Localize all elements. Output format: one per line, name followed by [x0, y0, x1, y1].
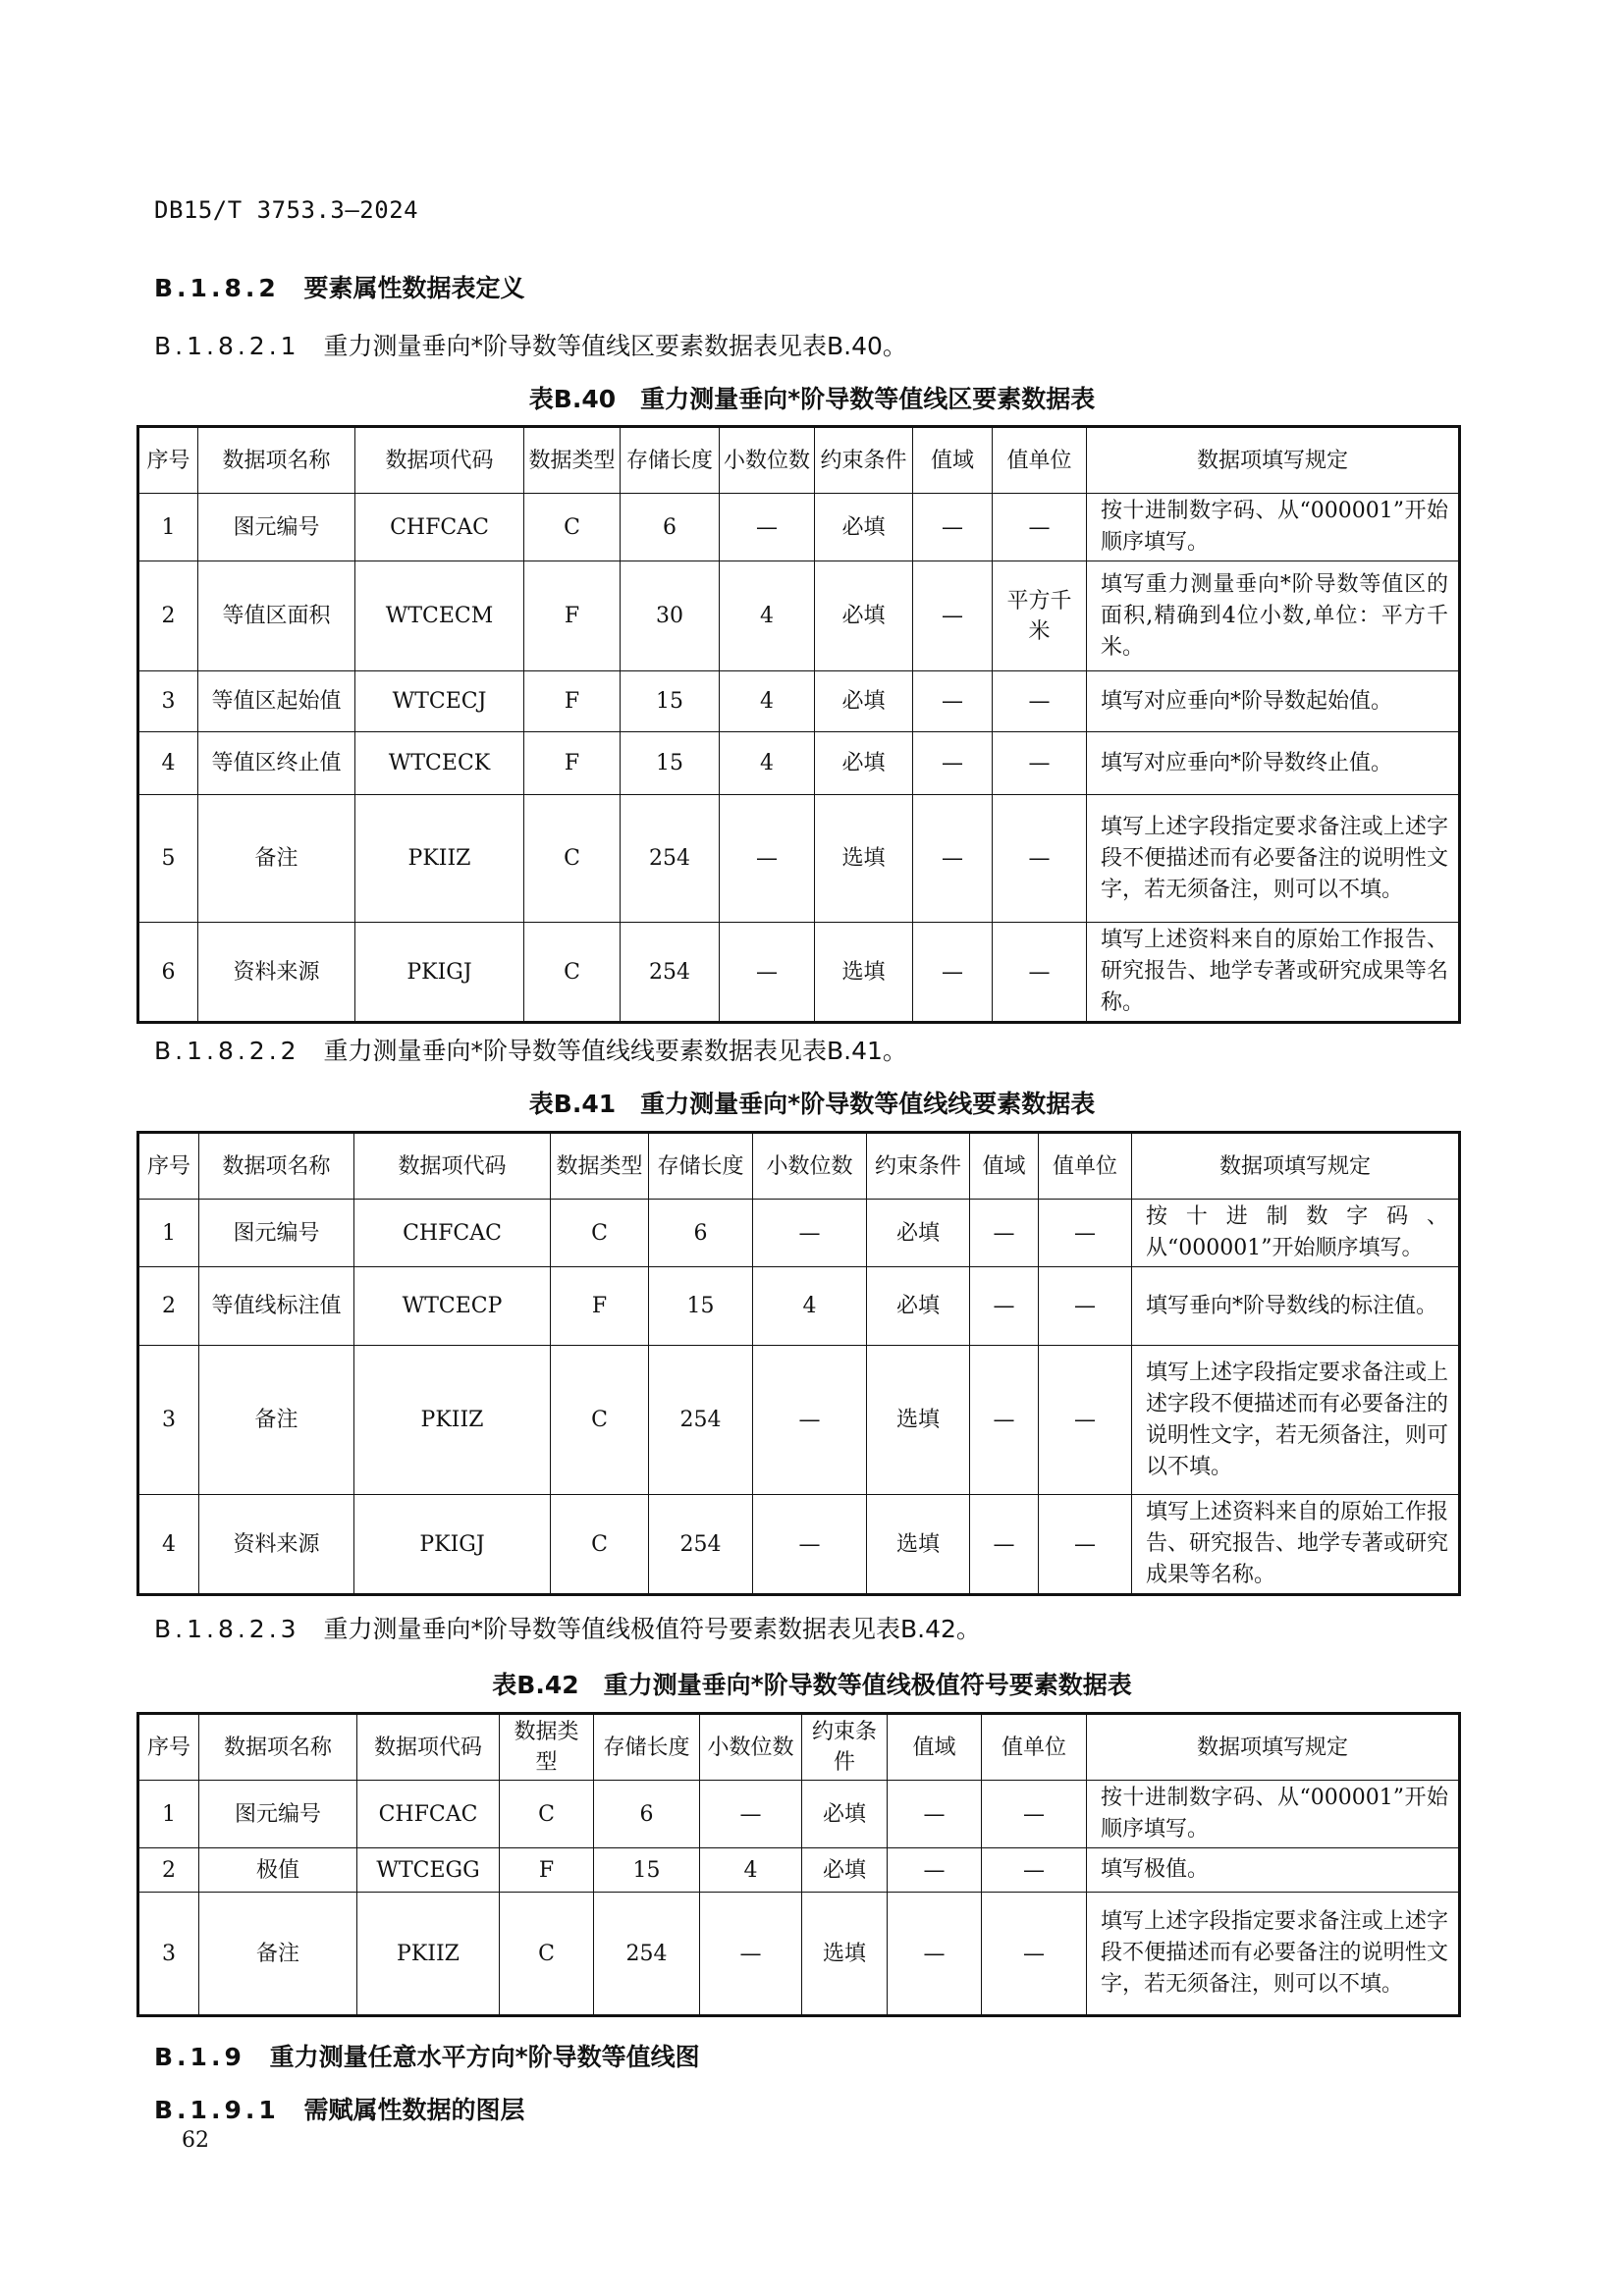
cell-seq: 3	[138, 1346, 199, 1495]
clause-number: B.1.8.2.3	[154, 1615, 300, 1643]
cell-value-domain: —	[970, 1200, 1039, 1267]
table-row	[138, 1200, 1460, 1267]
cell-value-domain: —	[888, 1893, 982, 2016]
cell-storage-length: 254	[621, 795, 720, 923]
col-header-item-name: 数据项名称	[199, 1133, 354, 1200]
cell-constraint: 必填	[867, 1267, 970, 1346]
cell-constraint: 必填	[815, 671, 913, 732]
clause-number: B.1.8.2.2	[154, 1037, 300, 1065]
col-header-decimal-places: 小数位数	[753, 1133, 867, 1200]
col-header-value-unit: 值单位	[993, 427, 1087, 494]
cell-item-name: 备注	[199, 1893, 357, 2016]
cell-data-type: F	[551, 1267, 649, 1346]
cell-fill-rule: 填写上述字段指定要求备注或上述字段不便描述而有必要备注的说明性文字，若无须备注，则可以不填。	[1132, 1346, 1460, 1495]
cell-data-type: C	[524, 923, 621, 1023]
col-header-constraint: 约束条件	[867, 1133, 970, 1200]
col-header-constraint: 约束条件	[815, 427, 913, 494]
cell-data-type: C	[551, 1346, 649, 1495]
cell-value-unit: —	[1039, 1200, 1132, 1267]
cell-storage-length: 254	[594, 1893, 700, 2016]
col-header-item-code: 数据项代码	[355, 427, 524, 494]
col-header-value-unit: 值单位	[982, 1714, 1087, 1781]
section-number: B.1.8.2	[154, 274, 280, 302]
cell-value-domain: —	[970, 1346, 1039, 1495]
table-b42-title: 表B.42 重力测量垂向*阶导数等值线极值符号要素数据表	[492, 1671, 1132, 1699]
cell-item-code: PKIGJ	[354, 1495, 551, 1595]
cell-storage-length: 254	[649, 1346, 753, 1495]
cell-item-name: 图元编号	[199, 1200, 354, 1267]
cell-fill-rule: 填写上述字段指定要求备注或上述字段不便描述而有必要备注的说明性文字，若无须备注，则可以不填。	[1087, 795, 1460, 923]
cell-fill-rule: 填写垂向*阶导数线的标注值。	[1132, 1267, 1460, 1346]
table-row	[138, 1893, 1460, 2016]
section-number: B.1.9	[154, 2043, 245, 2071]
col-header-item-code: 数据项代码	[357, 1714, 500, 1781]
cell-data-type: F	[524, 561, 621, 671]
cell-value-unit: —	[993, 494, 1087, 561]
cell-item-name: 等值线标注值	[199, 1267, 354, 1346]
cell-fill-rule: 按十进制数字码、从“000001”开始顺序填写。	[1087, 494, 1460, 561]
col-header-fill-rule: 数据项填写规定	[1087, 1714, 1460, 1781]
cell-storage-length: 30	[621, 561, 720, 671]
cell-seq: 2	[138, 1267, 199, 1346]
cell-seq: 1	[138, 1781, 199, 1848]
col-header-data-type: 数据类型	[500, 1714, 594, 1781]
col-header-value-domain: 值域	[913, 427, 993, 494]
cell-data-type: C	[524, 494, 621, 561]
table-row	[138, 1267, 1460, 1346]
cell-value-domain: —	[970, 1495, 1039, 1595]
table-row	[138, 795, 1460, 923]
cell-data-type: C	[551, 1200, 649, 1267]
cell-value-domain: —	[888, 1848, 982, 1893]
col-header-value-domain: 值域	[888, 1714, 982, 1781]
section-heading-b191	[154, 2091, 524, 2126]
table-row	[138, 1848, 1460, 1893]
cell-item-code: CHFCAC	[355, 494, 524, 561]
cell-data-type: C	[524, 795, 621, 923]
clause-b11822	[154, 1032, 907, 1067]
cell-value-unit: —	[1039, 1346, 1132, 1495]
col-header-item-code: 数据项代码	[354, 1133, 551, 1200]
cell-storage-length: 254	[621, 923, 720, 1023]
cell-constraint: 选填	[815, 923, 913, 1023]
cell-storage-length: 254	[649, 1495, 753, 1595]
cell-item-code: PKIGJ	[355, 923, 524, 1023]
cell-decimal-places: —	[720, 494, 815, 561]
cell-fill-rule: 按十进制数字码、从“000001”开始顺序填写。	[1132, 1200, 1460, 1267]
cell-seq: 4	[138, 732, 198, 795]
cell-data-type: F	[500, 1848, 594, 1893]
cell-fill-rule: 填写上述字段指定要求备注或上述字段不便描述而有必要备注的说明性文字，若无须备注，则可以不填。	[1087, 1893, 1460, 2016]
cell-decimal-places: —	[700, 1893, 802, 2016]
section-number: B.1.9.1	[154, 2096, 280, 2124]
header-row	[138, 427, 1460, 494]
cell-decimal-places: —	[753, 1346, 867, 1495]
cell-fill-rule: 填写对应垂向*阶导数起始值。	[1087, 671, 1460, 732]
cell-value-unit: —	[982, 1893, 1087, 2016]
cell-item-name: 等值区面积	[198, 561, 355, 671]
cell-constraint: 必填	[867, 1200, 970, 1267]
table-b40	[136, 425, 1461, 1024]
cell-data-type: F	[524, 671, 621, 732]
col-header-fill-rule: 数据项填写规定	[1132, 1133, 1460, 1200]
cell-value-domain: —	[913, 732, 993, 795]
cell-constraint: 选填	[815, 795, 913, 923]
cell-value-unit: —	[982, 1848, 1087, 1893]
col-header-seq: 序号	[138, 1133, 199, 1200]
cell-item-code: CHFCAC	[354, 1200, 551, 1267]
table-row	[138, 494, 1460, 561]
cell-item-name: 图元编号	[198, 494, 355, 561]
cell-decimal-places: —	[700, 1781, 802, 1848]
cell-item-name: 备注	[199, 1346, 354, 1495]
cell-seq: 2	[138, 1848, 199, 1893]
col-header-decimal-places: 小数位数	[700, 1714, 802, 1781]
cell-constraint: 必填	[802, 1781, 888, 1848]
cell-value-domain: —	[913, 923, 993, 1023]
cell-decimal-places: 4	[720, 671, 815, 732]
clause-text: 重力测量垂向*阶导数等值线区要素数据表见表B.40。	[323, 332, 907, 360]
clause-b11823	[154, 1610, 981, 1645]
cell-value-unit: —	[993, 732, 1087, 795]
cell-constraint: 选填	[802, 1893, 888, 2016]
col-header-seq: 序号	[138, 427, 198, 494]
cell-fill-rule: 填写对应垂向*阶导数终止值。	[1087, 732, 1460, 795]
cell-item-code: PKIIZ	[357, 1893, 500, 2016]
col-header-value-unit: 值单位	[1039, 1133, 1132, 1200]
section-title: 要素属性数据表定义	[303, 274, 525, 302]
header-row	[138, 1133, 1460, 1200]
col-header-storage-length: 存储长度	[621, 427, 720, 494]
cell-seq: 3	[138, 671, 198, 732]
table-b42	[136, 1712, 1461, 2017]
cell-fill-rule: 填写重力测量垂向*阶导数等值区的面积,精确到4位小数,单位：平方千米。	[1087, 561, 1460, 671]
cell-data-type: C	[500, 1893, 594, 2016]
table-row	[138, 561, 1460, 671]
cell-item-name: 极值	[199, 1848, 357, 1893]
table-row	[138, 923, 1460, 1023]
cell-item-code: WTCECK	[355, 732, 524, 795]
section-heading-b19	[154, 2038, 700, 2073]
cell-value-unit: —	[993, 795, 1087, 923]
cell-value-unit: —	[993, 923, 1087, 1023]
cell-fill-rule: 填写极值。	[1087, 1848, 1460, 1893]
cell-item-code: PKIIZ	[354, 1346, 551, 1495]
cell-value-unit: —	[1039, 1267, 1132, 1346]
col-header-data-type: 数据类型	[524, 427, 621, 494]
cell-seq: 5	[138, 795, 198, 923]
cell-fill-rule: 填写上述资料来自的原始工作报告、研究报告、地学专著或研究成果等名称。	[1132, 1495, 1460, 1595]
cell-value-domain: —	[970, 1267, 1039, 1346]
cell-seq: 3	[138, 1893, 199, 2016]
cell-fill-rule: 填写上述资料来自的原始工作报告、研究报告、地学专著或研究成果等名称。	[1087, 923, 1460, 1023]
section-title: 需赋属性数据的图层	[303, 2096, 525, 2124]
table-row	[138, 1346, 1460, 1495]
section-heading-b1182	[154, 269, 524, 304]
cell-item-name: 资料来源	[199, 1495, 354, 1595]
cell-decimal-places: —	[753, 1495, 867, 1595]
cell-storage-length: 6	[594, 1781, 700, 1848]
cell-storage-length: 15	[594, 1848, 700, 1893]
cell-data-type: F	[524, 732, 621, 795]
clause-text: 重力测量垂向*阶导数等值线极值符号要素数据表见表B.42。	[323, 1615, 981, 1643]
cell-item-name: 资料来源	[198, 923, 355, 1023]
cell-storage-length: 15	[621, 732, 720, 795]
cell-item-name: 等值区起始值	[198, 671, 355, 732]
header-row	[138, 1714, 1460, 1781]
cell-value-unit: 平方千米	[993, 561, 1087, 671]
cell-constraint: 必填	[815, 561, 913, 671]
table-row	[138, 732, 1460, 795]
col-header-fill-rule: 数据项填写规定	[1087, 427, 1460, 494]
table-b41	[136, 1131, 1461, 1596]
cell-item-name: 图元编号	[199, 1781, 357, 1848]
section-title: 重力测量任意水平方向*阶导数等值线图	[269, 2043, 700, 2071]
cell-constraint: 必填	[815, 732, 913, 795]
col-header-decimal-places: 小数位数	[720, 427, 815, 494]
cell-value-unit: —	[982, 1781, 1087, 1848]
cell-value-domain: —	[913, 494, 993, 561]
table-b41-title: 表B.41 重力测量垂向*阶导数等值线线要素数据表	[528, 1090, 1096, 1118]
cell-decimal-places: —	[720, 923, 815, 1023]
cell-decimal-places: 4	[700, 1848, 802, 1893]
cell-item-code: WTCECM	[355, 561, 524, 671]
cell-decimal-places: 4	[753, 1267, 867, 1346]
cell-constraint: 必填	[815, 494, 913, 561]
cell-storage-length: 6	[649, 1200, 753, 1267]
table-row	[138, 1781, 1460, 1848]
cell-value-domain: —	[913, 671, 993, 732]
cell-value-unit: —	[1039, 1495, 1132, 1595]
cell-storage-length: 15	[649, 1267, 753, 1346]
cell-seq: 6	[138, 923, 198, 1023]
cell-constraint: 必填	[802, 1848, 888, 1893]
cell-item-name: 备注	[198, 795, 355, 923]
clause-text: 重力测量垂向*阶导数等值线线要素数据表见表B.41。	[323, 1037, 907, 1065]
cell-value-domain: —	[913, 795, 993, 923]
cell-decimal-places: 4	[720, 732, 815, 795]
col-header-storage-length: 存储长度	[594, 1714, 700, 1781]
cell-decimal-places: —	[720, 795, 815, 923]
cell-constraint: 选填	[867, 1346, 970, 1495]
col-header-value-domain: 值域	[970, 1133, 1039, 1200]
clause-number: B.1.8.2.1	[154, 332, 300, 360]
table-b40-title: 表B.40 重力测量垂向*阶导数等值线区要素数据表	[528, 385, 1096, 413]
cell-value-domain: —	[913, 561, 993, 671]
col-header-constraint: 约束条件	[802, 1714, 888, 1781]
cell-data-type: C	[551, 1495, 649, 1595]
col-header-item-name: 数据项名称	[198, 427, 355, 494]
cell-data-type: C	[500, 1781, 594, 1848]
page-number: 62	[182, 2128, 209, 2153]
col-header-data-type: 数据类型	[551, 1133, 649, 1200]
cell-constraint: 选填	[867, 1495, 970, 1595]
cell-seq: 4	[138, 1495, 199, 1595]
cell-storage-length: 15	[621, 671, 720, 732]
cell-value-domain: —	[888, 1781, 982, 1848]
cell-item-code: CHFCAC	[357, 1781, 500, 1848]
col-header-seq: 序号	[138, 1714, 199, 1781]
cell-decimal-places: 4	[720, 561, 815, 671]
cell-seq: 2	[138, 561, 198, 671]
cell-seq: 1	[138, 1200, 199, 1267]
col-header-storage-length: 存储长度	[649, 1133, 753, 1200]
col-header-item-name: 数据项名称	[199, 1714, 357, 1781]
table-row	[138, 671, 1460, 732]
cell-item-code: PKIIZ	[355, 795, 524, 923]
cell-item-code: WTCECJ	[355, 671, 524, 732]
cell-decimal-places: —	[753, 1200, 867, 1267]
clause-b11821	[154, 327, 907, 362]
cell-seq: 1	[138, 494, 198, 561]
cell-storage-length: 6	[621, 494, 720, 561]
cell-item-code: WTCEGG	[357, 1848, 500, 1893]
cell-item-name: 等值区终止值	[198, 732, 355, 795]
cell-value-unit: —	[993, 671, 1087, 732]
cell-item-code: WTCECP	[354, 1267, 551, 1346]
page-header-standard-code: DB15/T 3753.3—2024	[154, 196, 419, 224]
cell-fill-rule: 按十进制数字码、从“000001”开始顺序填写。	[1087, 1781, 1460, 1848]
table-row	[138, 1495, 1460, 1595]
